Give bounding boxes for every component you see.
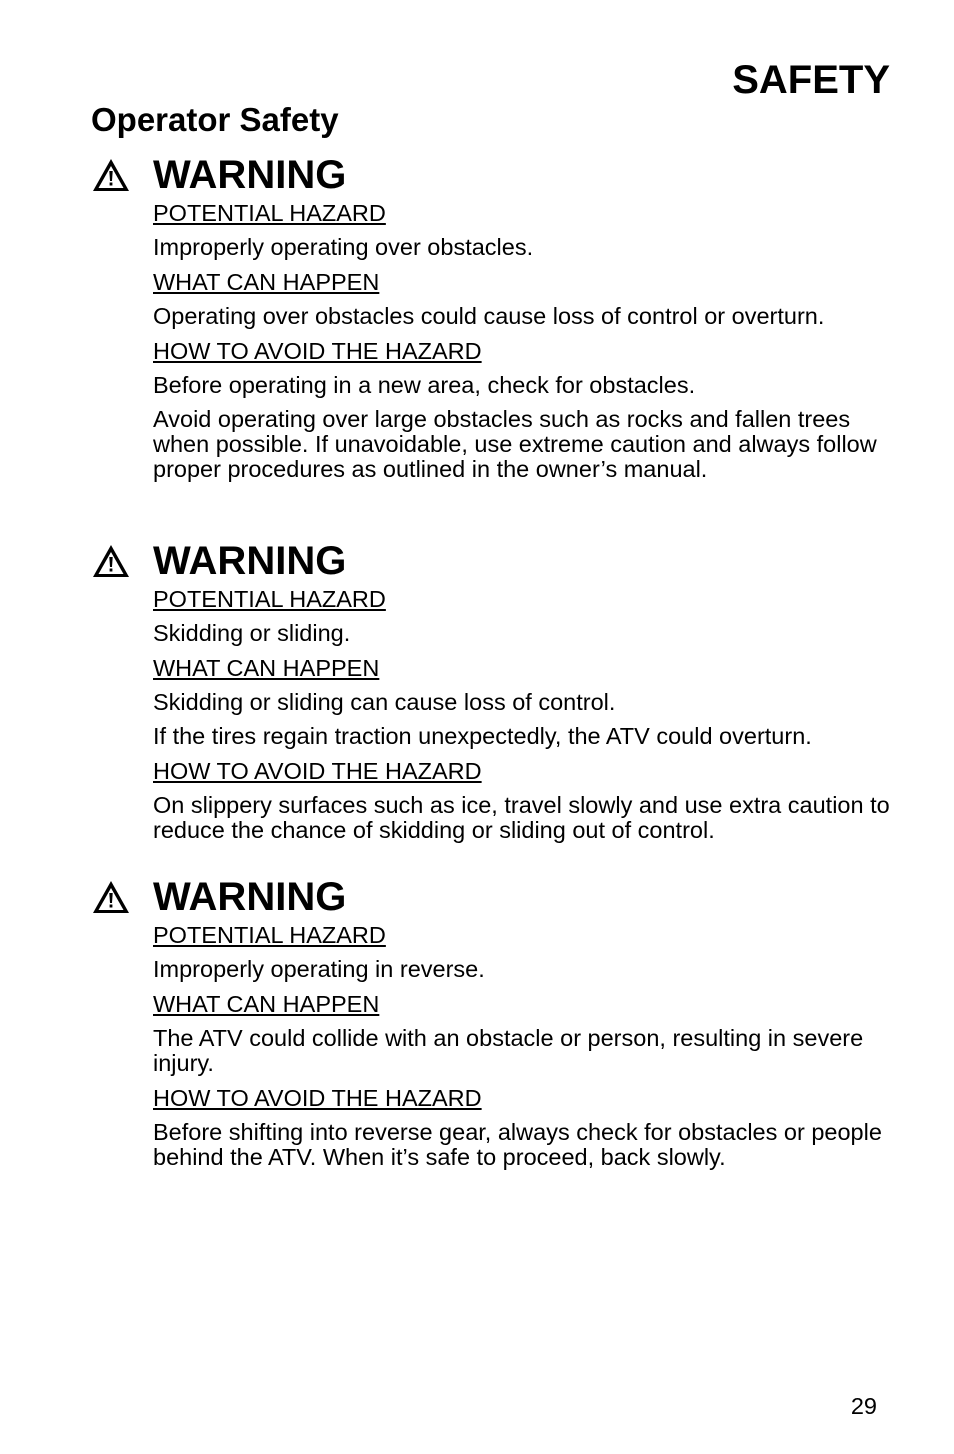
- warning-label: WARNING: [153, 875, 347, 919]
- what-can-happen-text: Operating over obstacles could cause loss of control or overturn.: [153, 303, 825, 329]
- potential-hazard-text: Improperly operating in reverse.: [153, 956, 485, 982]
- warning-header: [91, 150, 891, 200]
- what-can-happen-heading: WHAT CAN HAPPEN: [153, 991, 380, 1017]
- warning-block-3: [91, 872, 891, 1179]
- how-to-avoid-text: Before operating in a new area, check for obstacles.: [153, 372, 696, 398]
- warning-body: [153, 200, 891, 482]
- what-can-happen-text: Skidding or sliding can cause loss of control.: [153, 689, 616, 715]
- potential-hazard-text: Improperly operating over obstacles.: [153, 234, 534, 260]
- how-to-avoid-text: On slippery surfaces such as ice, travel slowly and use extra caution to reduce the chance of skidding or sliding out of control.: [153, 792, 890, 843]
- what-can-happen-text: If the tires regain traction unexpectedly, the ATV could overturn.: [153, 723, 812, 749]
- warning-triangle-icon: [91, 879, 131, 915]
- what-can-happen-heading: WHAT CAN HAPPEN: [153, 269, 380, 295]
- warning-block-1: [91, 150, 891, 491]
- what-can-happen-text: The ATV could collide with an obstacle or person, resulting in severe injury.: [153, 1025, 864, 1076]
- potential-hazard-heading: POTENTIAL HAZARD: [153, 586, 386, 612]
- potential-hazard-heading: POTENTIAL HAZARD: [153, 200, 386, 226]
- how-to-avoid-heading: HOW TO AVOID THE HAZARD: [153, 758, 482, 784]
- potential-hazard-text: Skidding or sliding.: [153, 620, 351, 646]
- warning-block-2: [91, 536, 891, 852]
- how-to-avoid-text: Before shifting into reverse gear, always check for obstacles or people behind the ATV. When it’s safe to proceed, back slowly.: [153, 1119, 882, 1170]
- warning-header: [91, 536, 891, 586]
- how-to-avoid-heading: HOW TO AVOID THE HAZARD: [153, 1085, 482, 1111]
- warning-body: [153, 586, 891, 843]
- warning-triangle-icon: [91, 543, 131, 579]
- warning-body: [153, 922, 891, 1170]
- potential-hazard-heading: POTENTIAL HAZARD: [153, 922, 386, 948]
- subsection-title: Operator Safety: [91, 101, 339, 138]
- how-to-avoid-heading: HOW TO AVOID THE HAZARD: [153, 338, 482, 364]
- warning-triangle-icon: [91, 157, 131, 193]
- how-to-avoid-text: Avoid operating over large obstacles such as rocks and fallen trees when possible. If unavoidable, use extreme caution and always follow proper procedures as outlined in the owner’s manual.: [153, 406, 877, 482]
- page-number: 29: [850, 1393, 877, 1419]
- what-can-happen-heading: WHAT CAN HAPPEN: [153, 655, 380, 681]
- section-title: SAFETY: [732, 58, 890, 102]
- warning-label: WARNING: [153, 153, 347, 197]
- warning-header: [91, 872, 891, 922]
- warning-label: WARNING: [153, 539, 347, 583]
